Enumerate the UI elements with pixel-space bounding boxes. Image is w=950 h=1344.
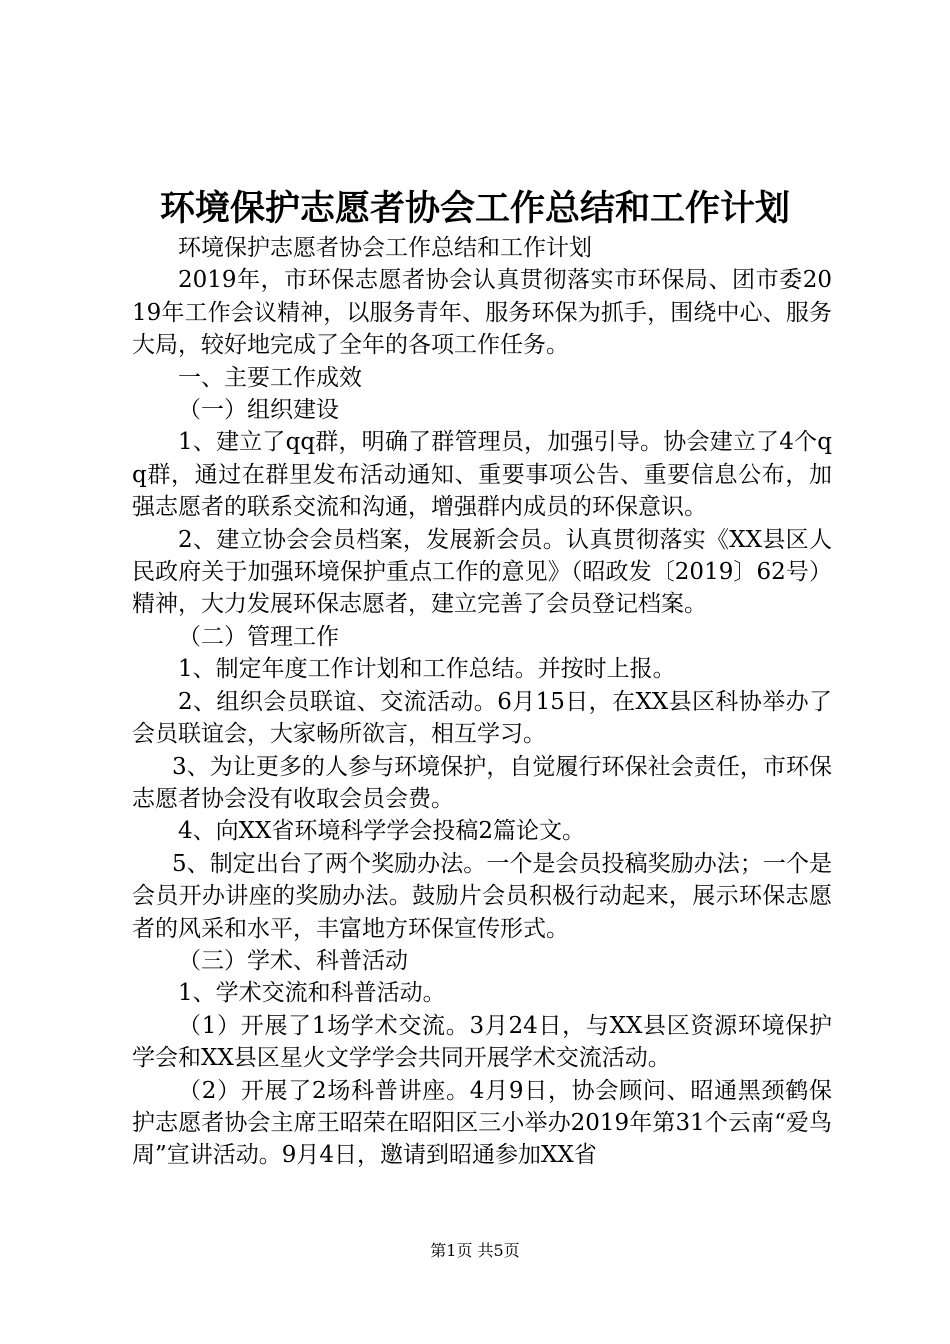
- paragraph-mgmt-4: 4、向XX省环境科学学会投稿2篇论文。: [178, 818, 586, 845]
- paragraph-mgmt-2: 2、组织会员联谊、交流活动。6月15日，在XX县区科协举办了会员联谊会，大家畅所欲言，相互学习。: [132, 688, 832, 748]
- page-footer: 第1页 共5页: [430, 1241, 520, 1260]
- paragraph-subtitle: 环境保护志愿者协会工作总结和工作计划: [178, 235, 592, 261]
- heading-management: （二）管理工作: [178, 623, 339, 650]
- paragraph-academic-1: 1、学术交流和科普活动。: [178, 980, 446, 1007]
- heading-main-results: 一、主要工作成效: [178, 364, 362, 391]
- paragraph-mgmt-1: 1、制定年度工作计划和工作总结。并按时上报。: [178, 656, 676, 683]
- paragraph-mgmt-3: 3、为让更多的人参与环境保护，自觉履行环保社会责任，市环保志愿者协会没有收取会员会费。: [132, 753, 832, 812]
- paragraph-academic-1-2: （2）开展了2场科普讲座。4月9日，协会顾问、昭通黑颈鹤保护志愿者协会主席王昭荣在昭阳区三小举办2019年第31个云南“爱鸟周”宣讲活动。9月4日，邀请到昭通参加XX省: [132, 1077, 832, 1169]
- paragraph-org-2: 2、建立协会会员档案，发展新会员。认真贯彻落实《XX县区人民政府关于加强环境保护重点工作的意见》（昭政发〔2019〕62号）精神，大力发展环保志愿者，建立完善了会员登记档案。: [132, 526, 832, 618]
- document-title: 环境保护志愿者协会工作总结和工作计划: [159, 188, 790, 229]
- paragraph-academic-1-1: （1）开展了1场学术交流。3月24日，与XX县区资源环境保护学会和XX县区星火文学学会共同开展学术交流活动。: [132, 1012, 832, 1072]
- heading-academic: （三）学术、科普活动: [178, 947, 408, 974]
- paragraph-mgmt-5: 5、制定出台了两个奖励办法。一个是会员投稿奖励办法；一个是会员开办讲座的奖励办法。鼓励片会员积极行动起来，展示环保志愿者的风采和水平，丰富地方环保宣传形式。: [132, 850, 832, 942]
- heading-organization: （一）组织建设: [178, 397, 339, 424]
- paragraph-org-1: 1、建立了qq群，明确了群管理员，加强引导。协会建立了4个qq群，通过在群里发布活动通知、重要事项公告、重要信息公布，加强志愿者的联系交流和沟通，增强群内成员的环保意识。: [132, 429, 832, 521]
- paragraph-intro: 2019年，市环保志愿者协会认真贯彻落实市环保局、团市委2019年工作会议精神，以服务青年、服务环保为抓手，围绕中心、服务大局，较好地完成了全年的各项工作任务。: [132, 267, 832, 359]
- document-body: [132, 232, 832, 1172]
